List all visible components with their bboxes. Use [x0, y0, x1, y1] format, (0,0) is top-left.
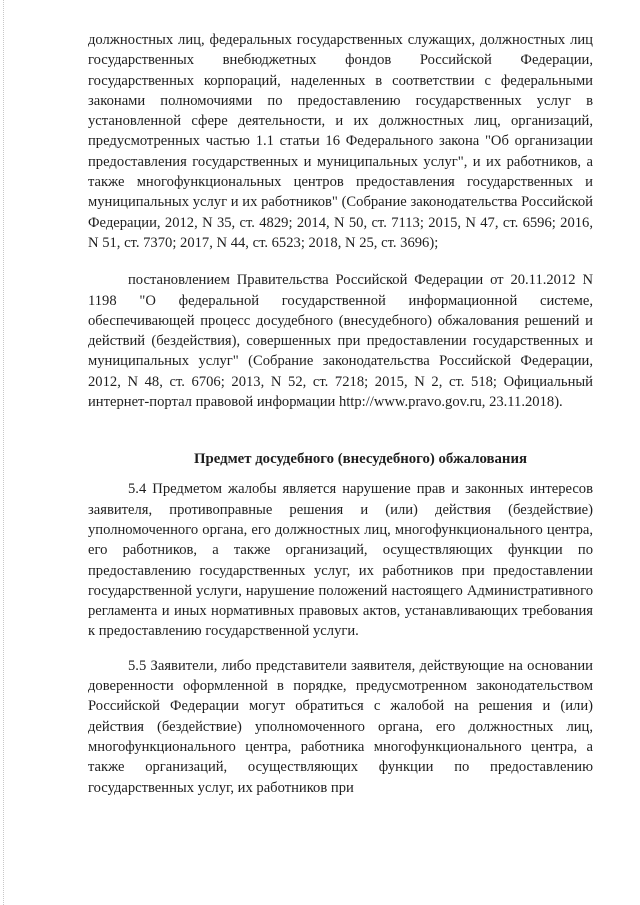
scan-edge-mark [3, 0, 5, 905]
section-heading: Предмет досудебного (внесудебного) обжалования [193, 451, 527, 468]
paragraph-resolution: постановлением Правительства Российской Федерации от 20.11.2012 N 1198 "О федеральной государственной информационной системе, обеспечивающей процесс досудебного (внесудебного) обжалования решений и действий (бездействия), совершенных при предоставлении государственных и муниципальных услуг" (Собрание законодательства Российской Федерации, 2012, N 48, ст. 6706; 2013, N 52, ст. 7218; 2015, N 2, ст. 518; Официальный интернет-портал правовой информации http://www.pravo.gov.ru, 23.11.2018). [88, 272, 593, 411]
heading-gap [88, 469, 593, 479]
paragraph-gap [88, 642, 593, 656]
paragraph-gap [88, 253, 593, 270]
document-body [88, 30, 593, 798]
section-gap [88, 412, 593, 449]
paragraph-continuation: должностных лиц, федеральных государственных служащих, должностных лиц государственных внебюджетных фондов Российской Федерации, государственных корпораций, наделенных в соответствии с федеральными законами полномочиями по предоставлению государственных услуг в установленной сфере деятельности, и их должностных лиц, организаций, предусмотренных частью 1.1 статьи 16 Федерального закона "Об организации предоставления государственных и муниципальных услуг", и их работников, а также многофункциональных центров предоставления государственных и муниципальных услуг и их работников" (Собрание законодательства Российской Федерации, 2012, N 35, ст. 4829; 2014, N 50, ст. 7113; 2015, N 47, ст. 6596; 2016, N 51, ст. 7370; 2017, N 44, ст. 6523; 2018, N 25, ст. 3696); [88, 32, 593, 251]
paragraph-5-5: 5.5 Заявители, либо представители заявителя, действующие на основании доверенности оформленной в порядке, предусмотренном законодательством Российской Федерации могут обратиться с жалобой на решения и (или) действия (бездействие) уполномоченного органа, его должностных лиц, многофункционального центра, работника многофункционального центра, а также организаций, осуществляющих функции по предоставлению государственных услуг, их работников при [88, 657, 593, 796]
paragraph-5-4: 5.4 Предметом жалобы является нарушение прав и законных интересов заявителя, противоправные решения и (или) действия (бездействие) уполномоченного органа, его должностных лиц, многофункционального центра, его работников, а также организаций, осуществляющих функции по предоставлению государственных услуг, их работников при предоставлении государственной услуги, нарушение положений настоящего Административного регламента и иных нормативных правовых актов, устанавливающих требования к предоставлению государственной услуги. [88, 481, 593, 640]
